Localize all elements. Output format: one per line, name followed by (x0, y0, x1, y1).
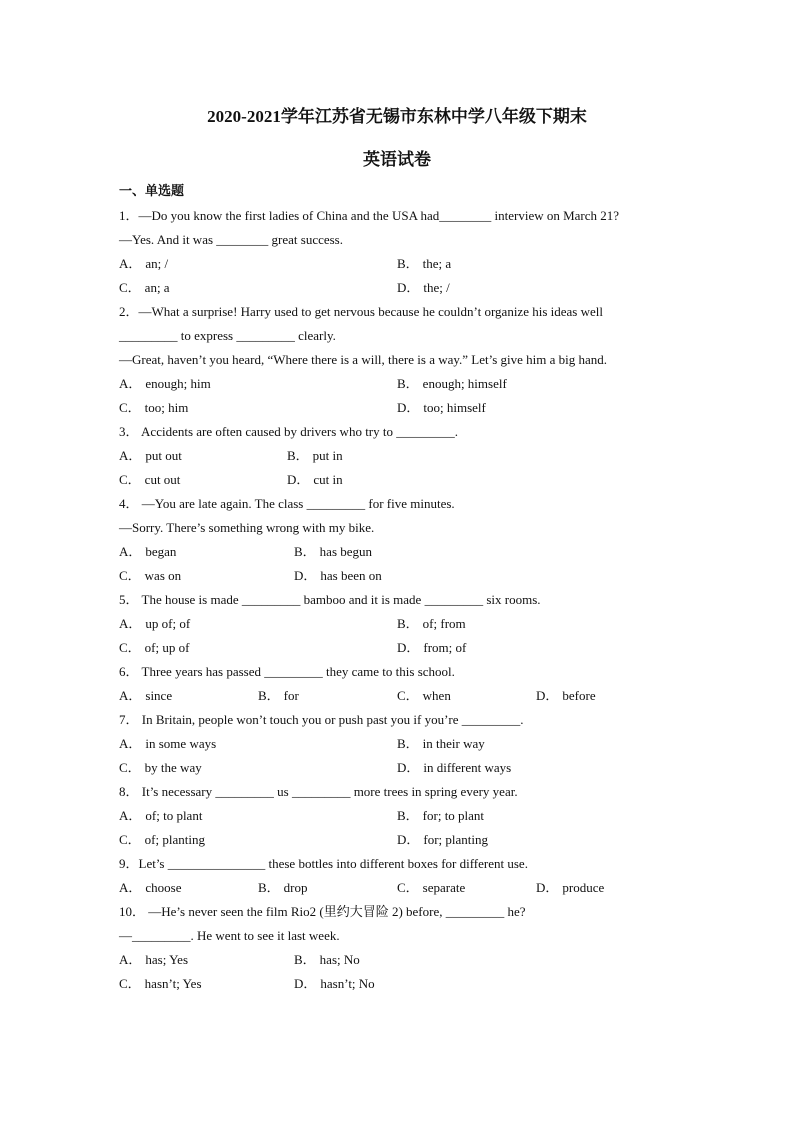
option-letter: D． (397, 832, 420, 847)
option-letter: D． (294, 976, 317, 991)
option-letter: B． (258, 880, 280, 895)
option-text: in some ways (145, 736, 217, 751)
question-1 (119, 204, 699, 300)
option-text: separate (422, 880, 466, 895)
option-letter: C． (397, 880, 419, 895)
option-b[interactable] (397, 252, 675, 276)
option-a[interactable] (119, 948, 294, 972)
option-b[interactable] (287, 444, 455, 468)
option-letter: D． (536, 880, 559, 895)
option-letter: C． (119, 832, 141, 847)
option-text: was on (144, 568, 182, 583)
options-row (119, 684, 699, 708)
option-letter: A． (119, 736, 142, 751)
question-5 (119, 588, 699, 660)
option-c[interactable] (119, 564, 294, 588)
option-text: hasn’t; Yes (144, 976, 202, 991)
option-b[interactable] (258, 684, 397, 708)
option-c[interactable] (397, 684, 536, 708)
option-letter: A． (119, 952, 142, 967)
option-letter: C． (119, 280, 141, 295)
option-d[interactable] (397, 756, 675, 780)
option-letter: C． (119, 568, 141, 583)
option-a[interactable] (119, 732, 397, 756)
question-10 (119, 900, 699, 996)
option-d[interactable] (397, 636, 675, 660)
question-stem-line: 10． —He’s never seen the film Rio2 (里约大冒险 2) before, _________ he? (119, 904, 526, 919)
options-row (119, 828, 699, 852)
option-d[interactable] (397, 828, 675, 852)
option-text: has been on (320, 568, 382, 583)
option-c[interactable] (119, 972, 294, 996)
option-b[interactable] (294, 540, 469, 564)
option-text: the; / (423, 280, 450, 295)
option-text: cut in (313, 472, 343, 487)
options-row (119, 948, 699, 972)
option-a[interactable] (119, 252, 397, 276)
option-letter: A． (119, 544, 142, 559)
option-text: enough; him (145, 376, 211, 391)
options-row (119, 804, 699, 828)
options-row (119, 252, 699, 276)
question-stem-line: 9．Let’s _______________ these bottles into different boxes for different use. (119, 856, 528, 871)
option-text: for; to plant (422, 808, 485, 823)
question-stem-line: 4． —You are late again. The class _________ for five minutes. (119, 496, 455, 511)
question-stem-line: —Sorry. There’s something wrong with my bike. (119, 520, 375, 535)
options-row (119, 636, 699, 660)
option-text: for (283, 688, 299, 703)
option-letter: D． (397, 280, 420, 295)
options-row (119, 468, 699, 492)
option-letter: D． (397, 760, 420, 775)
question-8 (119, 780, 699, 852)
question-9 (119, 852, 699, 900)
option-c[interactable] (119, 828, 397, 852)
option-c[interactable] (119, 636, 397, 660)
option-c[interactable] (119, 396, 397, 420)
question-stem-line: 7． In Britain, people won’t touch you or push past you if you’re _________. (119, 712, 524, 727)
question-stem-line: 6． Three years has passed _________ they came to this school. (119, 664, 455, 679)
option-text: of; to plant (145, 808, 203, 823)
option-letter: A． (119, 880, 142, 895)
options-row (119, 444, 699, 468)
option-text: hasn’t; No (320, 976, 375, 991)
option-letter: D． (397, 640, 420, 655)
option-letter: A． (119, 448, 142, 463)
question-stem-line: 5． The house is made _________ bamboo and it is made _________ six rooms. (119, 592, 541, 607)
option-letter: C． (397, 688, 419, 703)
option-text: up of; of (145, 616, 191, 631)
question-stem-line: 3． Accidents are often caused by drivers who try to _________. (119, 424, 459, 439)
question-stem-line: 1．—Do you know the first ladies of China and the USA had________ interview on March 21? (119, 208, 620, 223)
option-text: of; planting (144, 832, 205, 847)
options-row (119, 756, 699, 780)
question-3 (119, 420, 699, 492)
option-letter: A． (119, 616, 142, 631)
options-row (119, 612, 699, 636)
option-text: has begun (319, 544, 373, 559)
option-text: an; / (145, 256, 169, 271)
option-c[interactable] (119, 276, 397, 300)
option-text: has; Yes (145, 952, 189, 967)
option-text: from; of (423, 640, 467, 655)
exam-title: 2020-2021学年江苏省无锡市东林中学八年级下期末 (207, 107, 587, 126)
option-text: too; him (144, 400, 189, 415)
option-d[interactable] (397, 276, 675, 300)
option-text: cut out (144, 472, 181, 487)
option-letter: D． (397, 400, 420, 415)
option-letter: C． (119, 472, 141, 487)
option-text: the; a (422, 256, 452, 271)
option-a[interactable] (119, 876, 258, 900)
question-4 (119, 492, 699, 588)
option-text: enough; himself (422, 376, 507, 391)
option-b[interactable] (397, 372, 675, 396)
option-c[interactable] (119, 756, 397, 780)
options-row (119, 540, 699, 564)
option-letter: B． (397, 808, 419, 823)
option-text: put out (145, 448, 182, 463)
option-d[interactable] (536, 876, 675, 900)
question-stem-line: —Yes. And it was ________ great success. (119, 232, 343, 247)
option-text: in different ways (423, 760, 512, 775)
option-letter: C． (119, 976, 141, 991)
option-letter: B． (397, 376, 419, 391)
option-text: put in (312, 448, 343, 463)
option-text: before (562, 688, 596, 703)
option-d[interactable] (536, 684, 675, 708)
option-letter: A． (119, 376, 142, 391)
option-b[interactable] (397, 804, 675, 828)
section-heading: 一、单选题 (119, 183, 185, 198)
option-d[interactable] (294, 972, 469, 996)
option-b[interactable] (294, 948, 469, 972)
option-text: of; up of (144, 640, 190, 655)
option-text: since (145, 688, 173, 703)
option-a[interactable] (119, 804, 397, 828)
question-7 (119, 708, 699, 780)
option-letter: D． (536, 688, 559, 703)
options-row (119, 564, 699, 588)
option-letter: D． (294, 568, 317, 583)
option-letter: B． (397, 616, 419, 631)
option-text: of; from (422, 616, 466, 631)
option-a[interactable] (119, 444, 287, 468)
option-text: drop (283, 880, 308, 895)
option-a[interactable] (119, 372, 397, 396)
option-letter: C． (119, 640, 141, 655)
option-letter: B． (294, 952, 316, 967)
options-row (119, 876, 699, 900)
option-letter: A． (119, 808, 142, 823)
option-letter: D． (287, 472, 310, 487)
option-letter: B． (397, 256, 419, 271)
question-stem-line: —_________. He went to see it last week. (119, 928, 340, 943)
option-letter: B． (397, 736, 419, 751)
option-letter: C． (119, 760, 141, 775)
option-text: when (422, 688, 451, 703)
option-b[interactable] (397, 612, 675, 636)
option-letter: C． (119, 400, 141, 415)
options-row (119, 972, 699, 996)
option-c[interactable] (119, 468, 287, 492)
option-letter: B． (258, 688, 280, 703)
question-2 (119, 300, 699, 420)
question-stem-line: 2．—What a surprise! Harry used to get nervous because he couldn’t organize his ideas well (119, 304, 603, 319)
exam-subtitle: 英语试卷 (363, 150, 431, 169)
option-text: by the way (144, 760, 202, 775)
option-text: began (145, 544, 177, 559)
options-row (119, 276, 699, 300)
option-d[interactable] (294, 564, 469, 588)
option-d[interactable] (397, 396, 675, 420)
option-c[interactable] (397, 876, 536, 900)
option-text: choose (145, 880, 182, 895)
options-row (119, 732, 699, 756)
option-letter: A． (119, 688, 142, 703)
option-text: too; himself (423, 400, 486, 415)
option-text: an; a (144, 280, 170, 295)
option-a[interactable] (119, 612, 397, 636)
question-stem-line: _________ to express _________ clearly. (119, 328, 336, 343)
question-list (119, 204, 699, 996)
option-text: has; No (319, 952, 360, 967)
option-text: in their way (422, 736, 485, 751)
option-a[interactable] (119, 540, 294, 564)
option-letter: A． (119, 256, 142, 271)
question-stem-line: —Great, haven’t you heard, “Where there is a will, there is a way.” Let’s give him a big hand. (119, 352, 608, 367)
option-text: for; planting (423, 832, 489, 847)
option-letter: B． (294, 544, 316, 559)
question-6 (119, 660, 699, 708)
option-b[interactable] (258, 876, 397, 900)
option-d[interactable] (287, 468, 455, 492)
option-letter: B． (287, 448, 309, 463)
option-b[interactable] (397, 732, 675, 756)
question-stem-line: 8． It’s necessary _________ us _________ more trees in spring every year. (119, 784, 518, 799)
option-text: produce (562, 880, 605, 895)
option-a[interactable] (119, 684, 258, 708)
options-row (119, 372, 699, 396)
options-row (119, 396, 699, 420)
